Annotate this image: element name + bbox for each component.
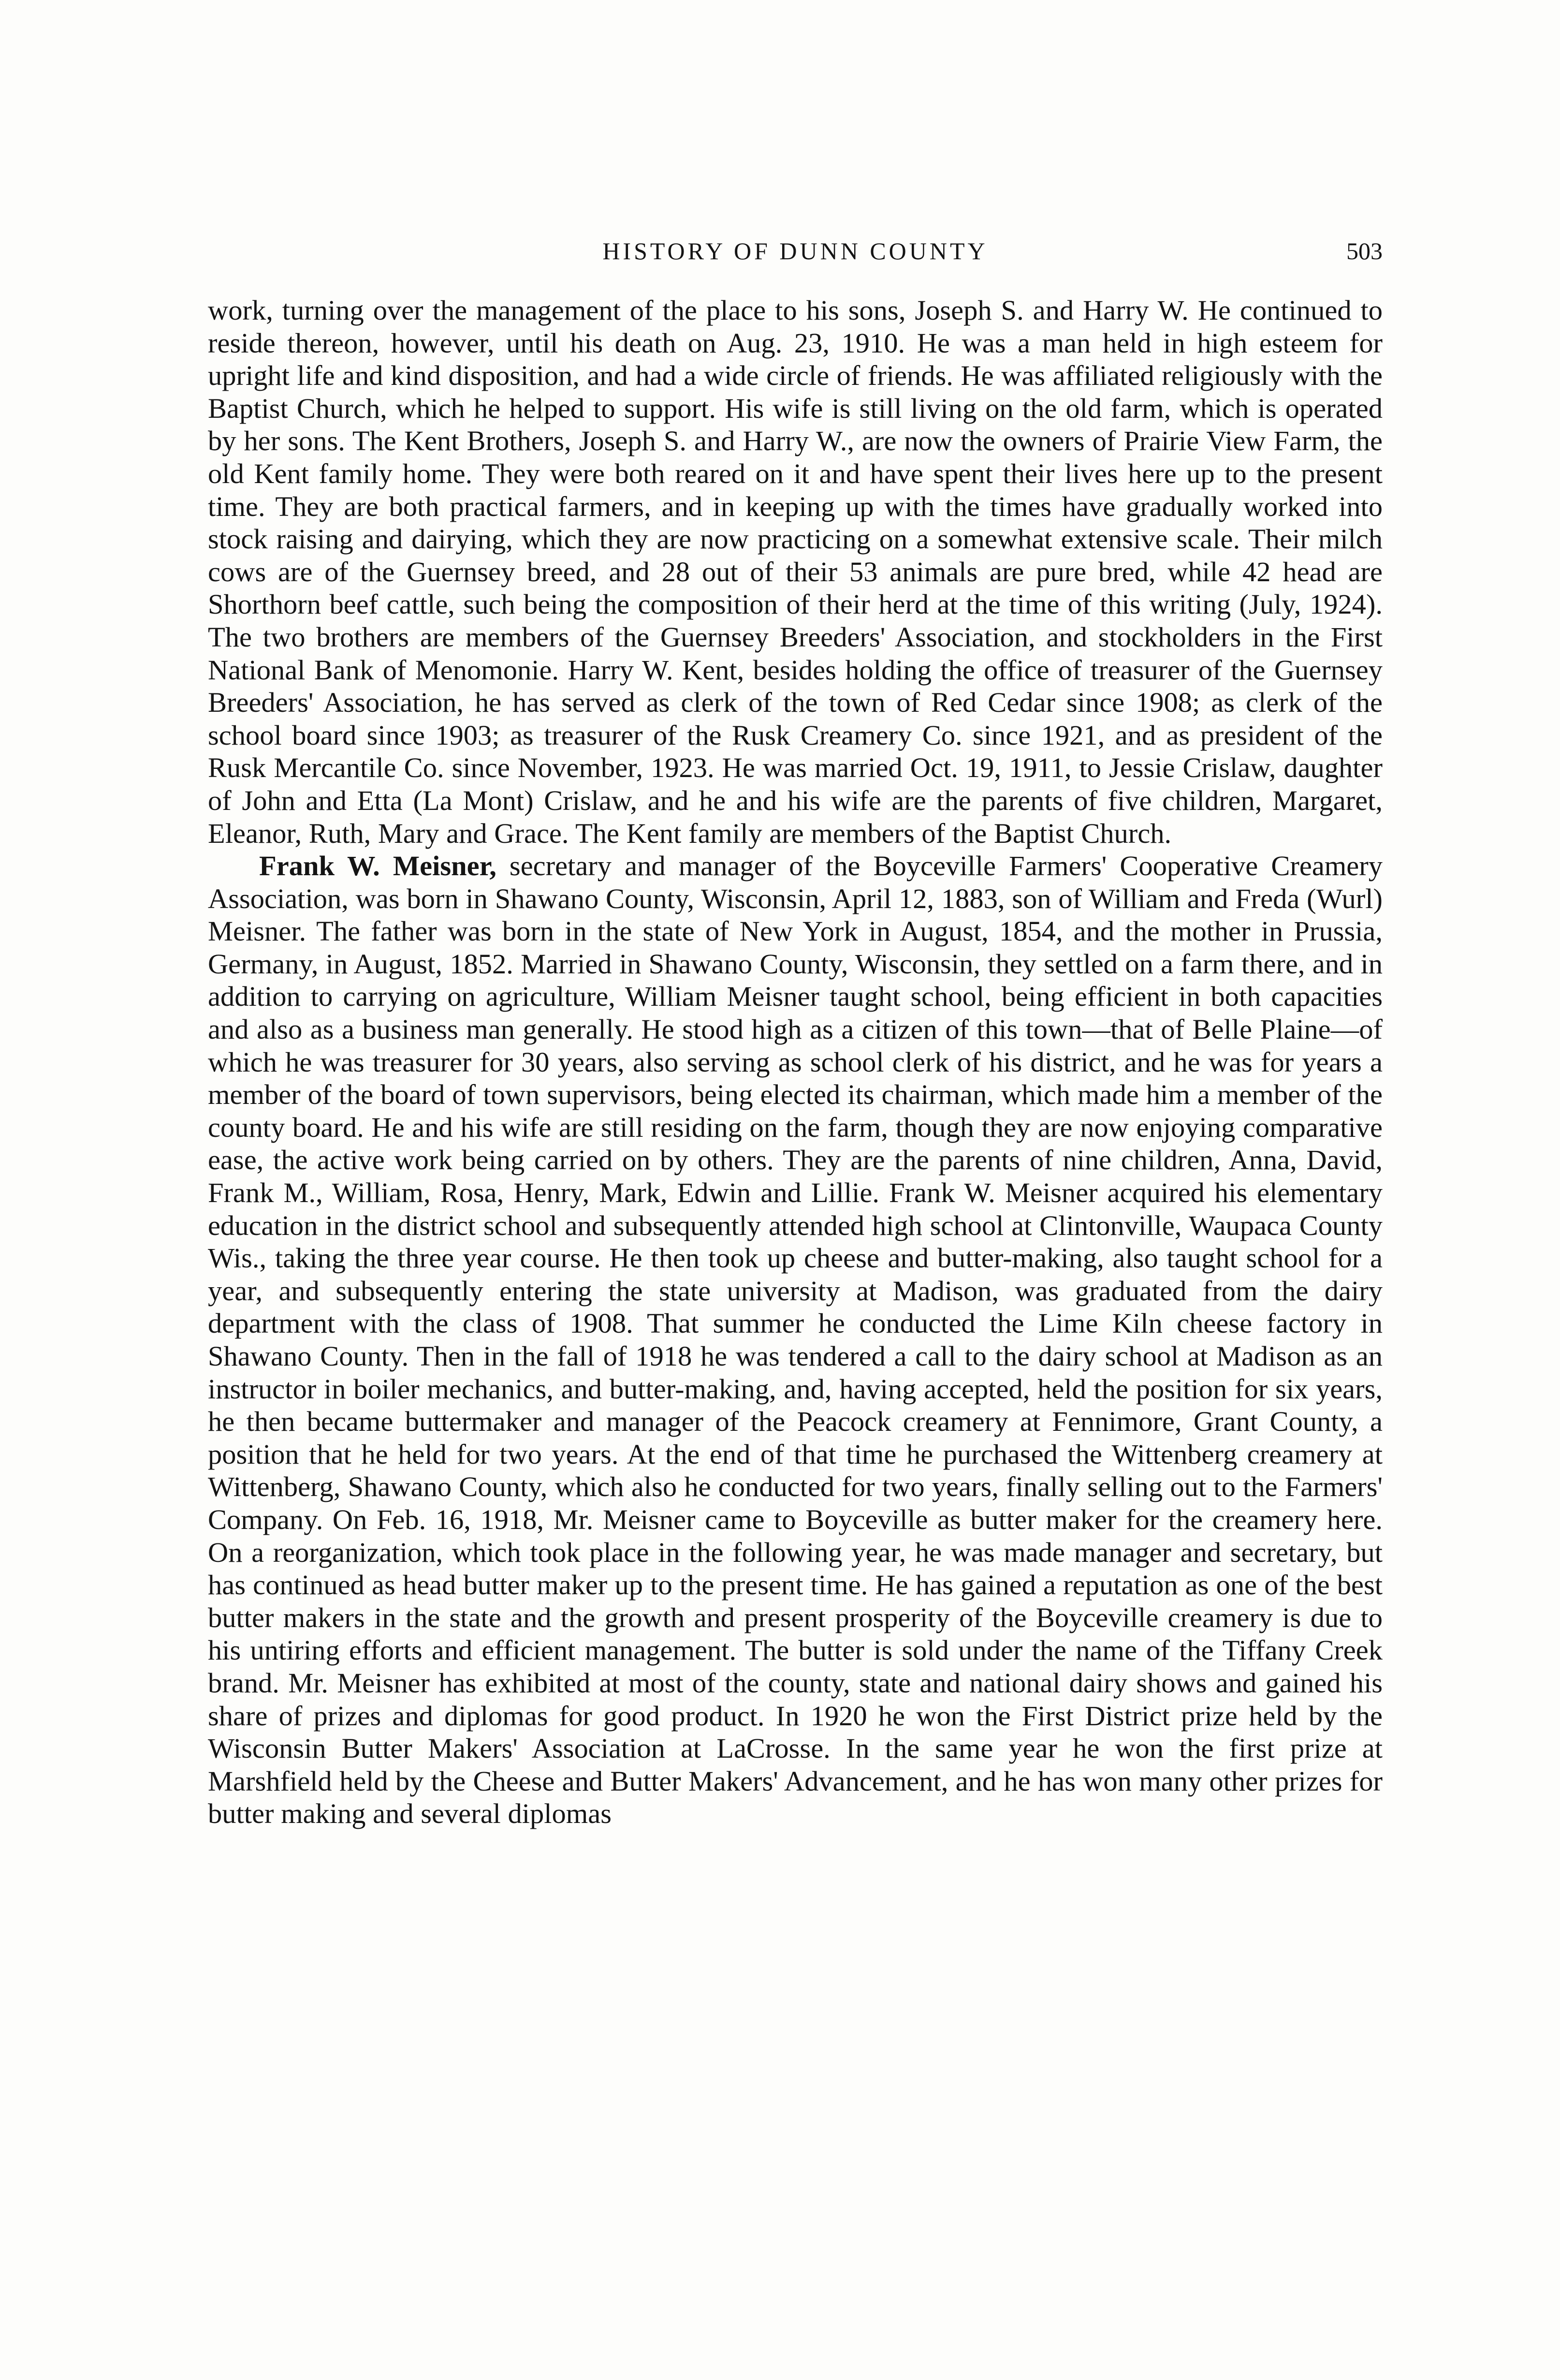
running-head: HISTORY OF DUNN COUNTY [602,237,988,264]
body-text [208,294,1383,1830]
page-header [208,235,1383,274]
paragraph-text: secretary and manager of the Boyceville Farmers' Cooperative Creamery Association, was born in Shawano County, Wisconsin, April 12, 1883, son of William and Freda (Wurl) Meisner. The father was born in the state of New York in August, 1854, and the mother in Prussia, Germany, in August, 1852. Married in Shawano County, Wisconsin, they settled on a farm there, and in addition to carrying on agriculture, William Meisner taught school, being efficient in both capacities and also as a business man generally. He stood high as a citizen of this town—that of Belle Plaine—of which he was treasurer for 30 years, also serving as school clerk of his district, and he was for years a member of the board of town supervisors, being elected its chairman, which made him a member of the county board. He and his wife are still residing on the farm, though they are now enjoying comparative ease, the active work being carried on by others. They are the parents of nine children, Anna, David, Frank M., William, Rosa, Henry, Mark, Edwin and Lillie. Frank W. Meisner acquired his elementary education in the district school and subsequently attended high school at Clintonville, Waupaca County Wis., taking the three year course. He then took up cheese and butter-making, also taught school for a year, and subsequently entering the state university at Madison, was graduated from the dairy department with the class of 1908. That summer he conducted the Lime Kiln cheese factory in Shawano County. Then in the fall of 1918 he was tendered a call to the dairy school at Madison as an instructor in boiler mechanics, and butter-making, and, having accepted, held the position for six years, he then became buttermaker and manager of the Peacock creamery at Fennimore, Grant County, a position that he held for two years. At the end of that time he purchased the Wittenberg creamery at Wittenberg, Shawano County, which also he conducted for two years, finally selling out to the Farmers' Company. On Feb. 16, 1918, Mr. Meisner came to Boyceville as butter maker for the creamery here. On a reorganization, which took place in the following year, he was made manager and secretary, but has continued as head butter maker up to the present time. He has gained a reputation as one of the best butter makers in the state and the growth and present prosperity of the Boyceville creamery is due to his untiring efforts and efficient management. The butter is sold under the name of the Tiffany Creek brand. Mr. Meisner has exhibited at most of the county, state and national dairy shows and gained his share of prizes and diplomas for good product. In 1920 he won the First District prize held by the Wisconsin Butter Makers' Association at LaCrosse. In the same year he won the first prize at Marshfield held by the Cheese and Butter Makers' Advancement, and he has won many other prizes for butter making and several diplomas [208,850,1383,1830]
page-number: 503 [1346,237,1383,264]
biography-subject-name: Frank W. Meisner, [259,850,496,882]
paragraph-kent-family: work, turning over the management of the place to his sons, Joseph S. and Harry W. He continued to reside thereon, however, until his death on Aug. 23, 1910. He was a man held in high esteem for upright life and kind disposition, and had a wide circle of friends. He was affiliated religiously with the Baptist Church, which he helped to support. His wife is still living on the old farm, which is operated by her sons. The Kent Brothers, Joseph S. and Harry W., are now the owners of Prairie View Farm, the old Kent family home. They were both reared on it and have spent their lives here up to the present time. They are both practical farmers, and in keeping up with the times have gradually worked into stock raising and dairying, which they are now practicing on a somewhat extensive scale. Their milch cows are of the Guernsey breed, and 28 out of their 53 animals are pure bred, while 42 head are Shorthorn beef cattle, such being the composition of their herd at the time of this writing (July, 1924). The two brothers are members of the Guernsey Breeders' Association, and stockholders in the First National Bank of Menomonie. Harry W. Kent, besides holding the office of treasurer of the Guernsey Breeders' Association, he has served as clerk of the town of Red Cedar since 1908; as clerk of the school board since 1903; as treasurer of the Rusk Creamery Co. since 1921, and as president of the Rusk Mercantile Co. since November, 1923. He was married Oct. 19, 1911, to Jessie Crislaw, daughter of John and Etta (La Mont) Crislaw, and he and his wife are the parents of five children, Margaret, Eleanor, Ruth, Mary and Grace. The Kent family are members of the Baptist Church. [208,294,1383,849]
paragraph-frank-meisner [208,850,1383,1830]
